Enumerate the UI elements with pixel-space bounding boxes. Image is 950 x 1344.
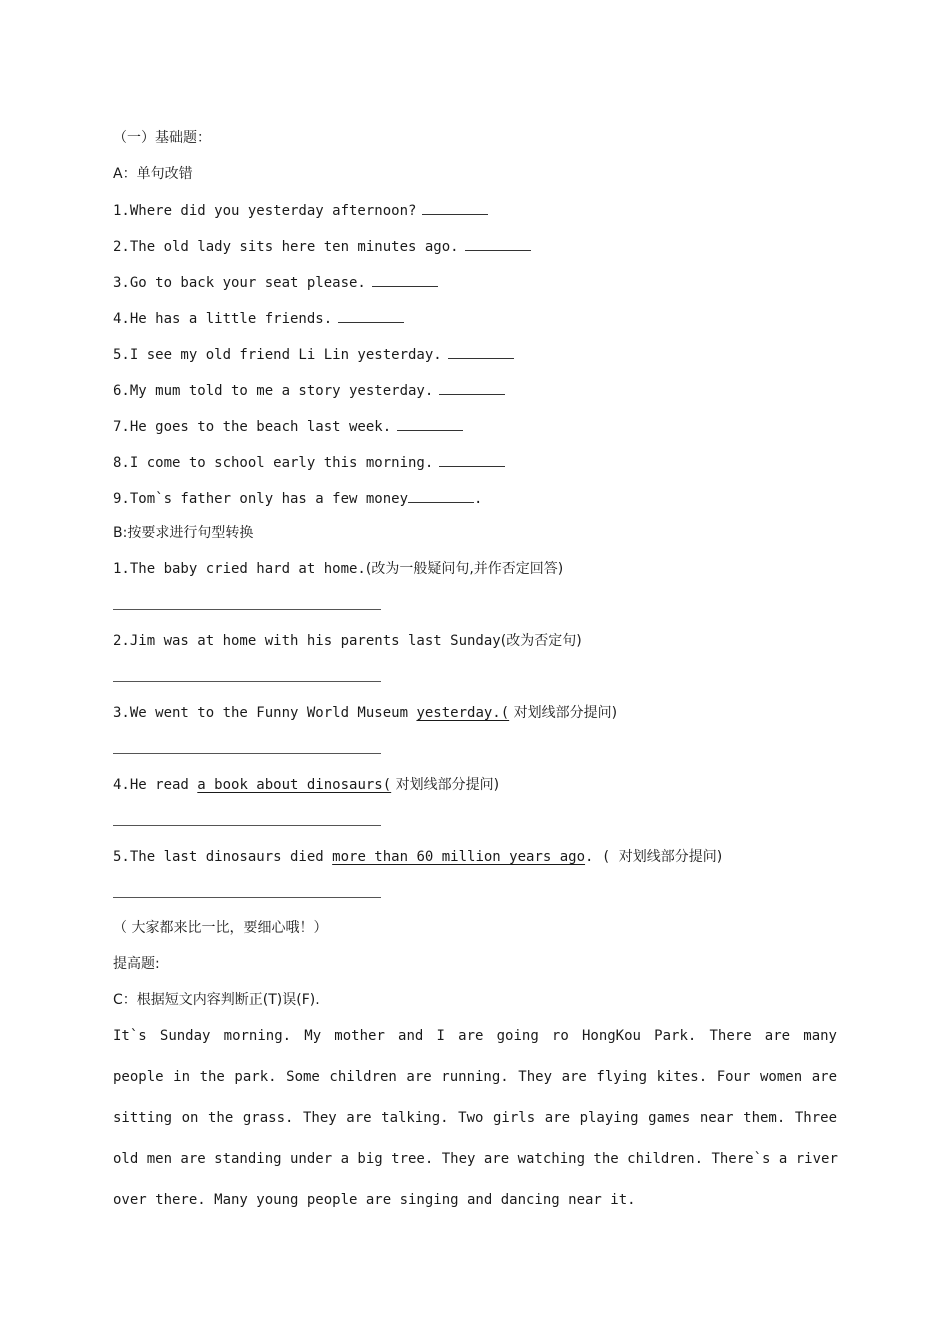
part-b-question-4: 4.He read a book about dinosaurs( 对划线部分提问) [113,777,500,793]
answer-blank[interactable] [397,416,463,431]
part-a-item-2: 2.The old lady sits here ten minutes ago. [113,236,531,257]
part-a-item-5: 5.I see my old friend Li Lin yesterday. [113,344,514,365]
answer-blank[interactable] [372,272,438,287]
passage-line: old men are standing under a big tree. They are watching the children. There`s a river [113,1151,838,1167]
section-advanced-title: 提高题: [113,956,160,972]
encouragement-note: （ 大家都来比一比，要细心哦！） [113,920,328,936]
part-c-heading: C：根据短文内容判断正(T)误(F). [113,992,320,1008]
underlined-part: yesterday.( [416,705,510,721]
answer-line-5[interactable] [113,897,381,898]
answer-line-2[interactable] [113,681,381,682]
part-b-question-1: 1.The baby cried hard at home.(改为一般疑问句,并作否定回答) [113,561,564,577]
part-a-item-4: 4.He has a little friends. [113,308,404,329]
part-a-item-9: 9.Tom`s father only has a few money . [113,488,482,509]
passage-line: It`s Sunday morning. My mother and I are going ro HongKou Park. There are many [113,1028,837,1044]
part-a-item-8: 8.I come to school early this morning. [113,452,505,473]
section-basic-title: （一）基础题： [113,130,211,146]
part-b-question-5: 5.The last dinosaurs died more than 60 million years ago. ( 对划线部分提问) [113,849,723,865]
part-b-heading: B:按要求进行句型转换 [113,525,254,541]
underlined-part: more than 60 million years ago [332,849,586,865]
answer-blank[interactable] [439,380,505,395]
part-a-heading: A：单句改错 [113,166,193,182]
passage-line: people in the park. Some children are running. They are flying kites. Four women are [113,1069,837,1085]
passage-line: sitting on the grass. They are talking. Two girls are playing games near them. Three [113,1110,837,1126]
answer-blank[interactable] [465,236,531,251]
part-a-item-6: 6.My mum told to me a story yesterday. [113,380,505,401]
part-a-item-1: 1.Where did you yesterday afternoon? [113,200,488,221]
answer-line-3[interactable] [113,753,381,754]
part-a-item-3: 3.Go to back your seat please. [113,272,438,293]
answer-line-4[interactable] [113,825,381,826]
part-b-question-3: 3.We went to the Funny World Museum yesterday.( 对划线部分提问) [113,705,618,721]
passage-line: over there. Many young people are singing and dancing near it. [113,1192,636,1208]
part-b-question-2: 2.Jim was at home with his parents last Sunday(改为否定句) [113,633,582,649]
answer-blank[interactable] [338,308,404,323]
answer-blank[interactable] [448,344,514,359]
part-a-item-7: 7.He goes to the beach last week. [113,416,463,437]
answer-blank[interactable] [408,488,474,503]
answer-line-1[interactable] [113,609,381,610]
answer-blank[interactable] [439,452,505,467]
underlined-part: a book about dinosaurs( [197,777,392,793]
answer-blank[interactable] [422,200,488,215]
